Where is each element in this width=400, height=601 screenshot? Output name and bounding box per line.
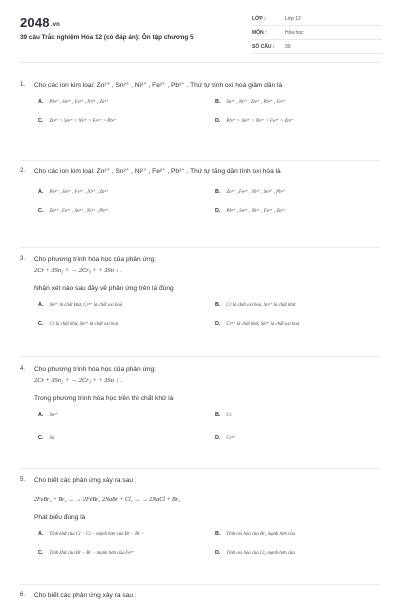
question-number: 6. [20,592,26,598]
question-number: 2. [20,168,26,174]
question-number: 5. [20,477,26,483]
info-value: 39 [285,44,291,50]
page-title: 39 câu Trắc nghiệm Hóa 12 (có đáp án): Ôn tập chương 5 [20,34,194,41]
option-d[interactable]: D. Cr³⁺ [215,435,236,441]
question-text: 5. Cho biết các phản ứng xảy ra sau : [20,477,137,484]
option-b[interactable]: B. Cr [215,412,232,418]
question-text: 6. Cho biết các phản ứng xảy ra sau : [20,592,137,599]
options-row [20,99,385,112]
question-3 [20,254,385,334]
question-1 [20,80,385,131]
question-separator [20,356,380,357]
info-key: SỐ CÂU : [252,44,275,50]
option-c[interactable]: C. Cr là chất khử, Sn²⁺ là chất oxi hoá [38,321,119,327]
question-5 [20,475,385,563]
question-prompt: Phát biểu đúng là [34,514,86,521]
option-a[interactable]: A. Pb²⁺ , Sn²⁺ , Fe²⁺ , Ni²⁺ , Zn²⁺ [38,99,109,105]
option-b[interactable]: B. Sn²⁺ , Ni²⁺ , Zn²⁺ , Pb²⁺ , Fe²⁺ [215,99,286,105]
chemical-equation: 2FeBr₂ + Br₂ → → 2FeBr₃ 2NaBr + Cl₂ → → 2NaCl + Br₂ [34,497,181,503]
options-row [20,189,385,202]
question-number: 3. [20,256,26,262]
info-row-subject [252,26,382,40]
question-prompt: Nhận xét nào sau đây về phản ứng trên là đúng [34,285,174,292]
question-text: 2. Cho các ion kim loại: Zn²⁺ , Sn²⁺ , Ni²⁺ , Fe²⁺ , Pb²⁺ . Thứ tự tăng dần tính oxi hóa là [20,168,281,175]
question-6 [20,590,385,601]
options-row [20,208,385,221]
option-c[interactable]: C. Tính khử của Br − Br − mạnh hơn của Fe²⁺ [38,550,135,556]
options-row [20,531,385,544]
option-c[interactable]: C. Zn²⁺ > Sn²⁺ > Ni²⁺ > Fe²⁺ > Pb²⁺ [38,118,117,124]
info-value: Lớp 12 [285,16,301,22]
info-row-class [252,12,382,26]
option-b[interactable]: B. Tính oxi hóa của Br₂ mạnh hơn của [215,531,295,537]
option-d[interactable]: D. Tính oxi hóa của Cl₂ mạnh hơn của [215,550,295,556]
question-4 [20,364,385,448]
options-row [20,412,385,425]
header-divider [20,62,380,63]
question-prompt: Trong phương trình hóa học trên thì chất khử là [34,395,174,402]
option-a[interactable]: A. Tính khử của Cl − Cl − mạnh hơn của Br − Br − [38,531,145,537]
question-text: 1. Cho các ion kim loại: Zn²⁺ , Sn²⁺ , Ni²⁺ , Fe²⁺ , Pb²⁺ . Thứ tự tính oxi hoá giảm dần là [20,82,283,89]
question-text: 3. Cho phương trình hóa học của phản ứng: [20,256,157,263]
page-header [0,0,400,62]
option-d[interactable]: D. Cr³⁺ là chất khử, Sn²⁺ là chất oxi hoá [215,321,300,327]
question-text: 4. Cho phương trình hóa học của phản ứng: [20,366,157,373]
question-separator [20,468,380,469]
option-b[interactable]: B. Cr là chất oxi hóa, Sn²⁺ là chất khử [215,302,296,308]
question-number: 4. [20,366,26,372]
chemical-equation: 2Cr + 3Sn₂ + → 2Cr₃ + + 3Sn ↓ . [34,267,122,274]
options-row [20,302,385,315]
options-row [20,435,385,448]
option-b[interactable]: B. Zn²⁺ , Fe²⁺ , Ni²⁺ , Sn²⁺ , Pb²⁺ [215,189,286,195]
question-separator [20,160,380,161]
chemical-equation: 2Cr + 3Sn₂ + → 2Cr₃ + + 3Sn ↓ . [34,377,122,384]
options-row [20,118,385,131]
info-panel [252,12,382,54]
site-logo[interactable]: 2048.vn [20,15,61,30]
question-number: 1. [20,82,26,88]
info-key: LỚP : [252,16,266,22]
option-a[interactable]: A. Pb²⁺ , Sn²⁺ , Fe²⁺ , Ni²⁺ , Zn²⁺ [38,189,109,195]
question-2 [20,166,385,221]
info-key: MÔN : [252,30,267,36]
options-row [20,321,385,334]
info-row-count [252,40,382,54]
option-a[interactable]: A. Sn²⁺ [38,412,59,418]
options-row [20,550,385,563]
info-value: Hóa học [285,30,304,36]
option-c[interactable]: C. Sn [38,435,55,441]
option-d[interactable]: D. Pb²⁺ > Sn²⁺ > Ni²⁺ > Fe²⁺ > Zn²⁺ [215,118,294,124]
option-d[interactable]: D. Pb²⁺ , Sn²⁺ , Ni²⁺ , Fe²⁺ , Zn²⁺ [215,208,286,214]
question-separator [20,584,380,585]
option-a[interactable]: A. Sn²⁺ là chất khử, Cr³⁺ là chất oxi hoá [38,302,123,308]
question-separator [20,247,380,248]
option-c[interactable]: C. Zn²⁺ , Fe²⁺ , Sn²⁺ , Ni²⁺ , Pb²⁺ [38,208,109,214]
